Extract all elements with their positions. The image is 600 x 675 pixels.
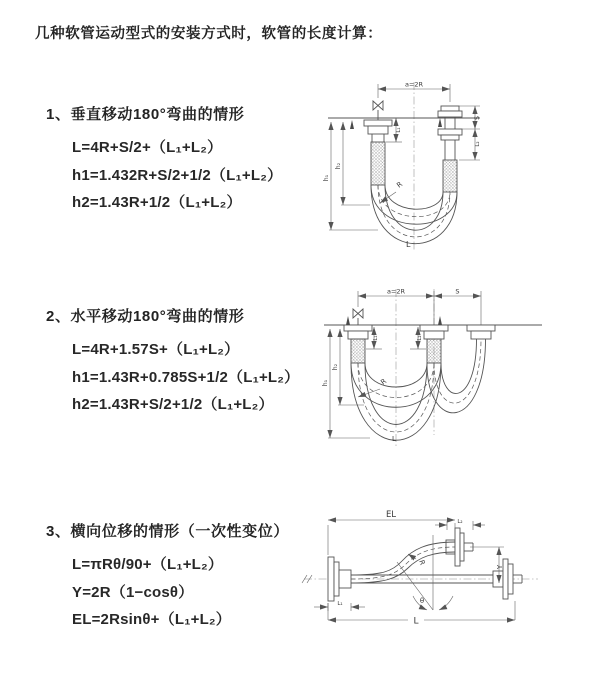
label-a2r: a=2R [386, 287, 406, 296]
upper-flange [446, 528, 473, 566]
label-l1: L₁ [337, 601, 343, 607]
label-s: S [455, 287, 460, 296]
label-radius: R [395, 180, 405, 190]
movement-arrow-up [438, 316, 442, 325]
formula-h2: h2=1.43R+1/2（L₁+L₂） [72, 194, 242, 211]
s-curve-hose [351, 542, 455, 583]
dim-h1 [323, 122, 378, 230]
label-el: EL [385, 510, 397, 520]
formula-length: L=4R+S/2+（L₁+L₂） [72, 139, 223, 156]
dim-l1 [314, 601, 365, 611]
movement-arrow-up [350, 120, 354, 129]
label-l2: L₂ [417, 335, 423, 341]
radius-callout [408, 554, 426, 566]
formula-h1: h1=1.43R+0.785S+1/2（L₁+L₂） [72, 368, 300, 386]
dim-span-a2r [358, 288, 481, 326]
dim-s [434, 288, 481, 297]
angle-leg-line [397, 562, 433, 610]
section-horizontal-movement [46, 305, 299, 419]
section-vertical-movement [46, 103, 282, 217]
movement-arrow-up [346, 316, 350, 325]
label-theta: θ [419, 597, 425, 605]
formula-y: Y=2R（1−cosθ） [72, 583, 194, 601]
formula-h2: h2=1.43R+S/2+1/2（L₁+L₂） [72, 396, 274, 413]
section-1-heading: 1、垂直移动180°弯曲的情形 [46, 106, 245, 123]
dim-y [470, 547, 504, 583]
left-riser-fitting [364, 120, 392, 185]
movement-arrow-up [438, 118, 442, 127]
section-3-heading: 3、横向位移的情形（一次性变位） [46, 523, 289, 540]
riser-2-fitting [420, 325, 448, 363]
label-h2: h₂ [335, 162, 342, 170]
section-2-heading: 2、水平移动180°弯曲的情形 [46, 308, 245, 325]
label-s: S [474, 116, 481, 120]
label-a2r: a=2R [404, 80, 424, 89]
label-length: L [392, 435, 396, 443]
braided-hose-section [371, 142, 385, 185]
label-y: Y [496, 564, 504, 570]
diagram-horizontal-180-bend [312, 283, 557, 451]
valve-icon [353, 309, 363, 325]
label-radius: R [379, 377, 389, 387]
label-radius: R [417, 559, 427, 567]
diagram-lateral-displacement [296, 505, 584, 640]
formula-length: L=πRθ/90+（L₁+L₂） [72, 556, 224, 573]
diagram-vertical-180-bend [312, 76, 597, 252]
dim-l2 [475, 129, 481, 160]
riser-1-fitting [344, 325, 372, 363]
label-length: L [413, 616, 419, 627]
formula-el: EL=2Rsinθ+（L₁+L₂） [72, 611, 231, 628]
formula-h1: h1=1.432R+S/2+1/2（L₁+L₂） [72, 166, 283, 184]
label-l2: L₂ [457, 519, 463, 525]
braided-hose-section [427, 339, 441, 363]
dim-el [328, 510, 455, 555]
braided-hose-section [351, 339, 365, 363]
braided-hose-section [443, 160, 457, 192]
label-h2: h₂ [332, 363, 339, 371]
label-l1: L₁ [373, 335, 379, 341]
section-lateral-displacement [46, 520, 289, 634]
right-riser-fitting [438, 106, 462, 192]
riser-3-fitting [467, 325, 495, 339]
valve-icon [373, 101, 383, 120]
label-h1: h₁ [323, 174, 330, 182]
label-l2: L₂ [475, 141, 481, 147]
dim-h2 [335, 122, 370, 205]
label-length: L [406, 240, 411, 249]
left-flange [328, 557, 351, 601]
page-title: 几种软管运动型式的安装方式时，软管的长度计算： [35, 26, 383, 42]
label-l1: L₁ [396, 127, 402, 133]
label-h1: h₁ [322, 379, 329, 387]
formula-length: L=4R+1.57S+（L₁+L₂） [72, 341, 240, 358]
